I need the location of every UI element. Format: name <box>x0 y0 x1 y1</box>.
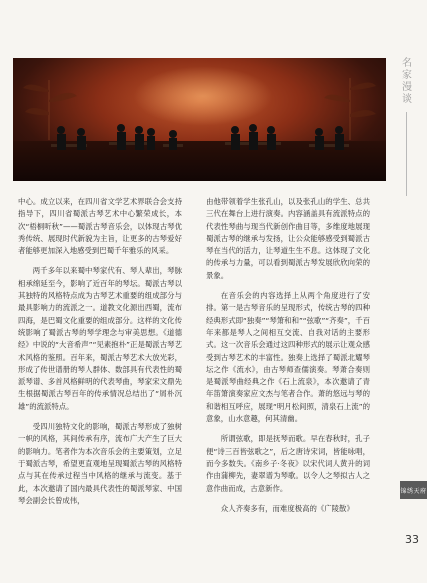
performers-silhouettes <box>13 58 386 181</box>
concert-photo <box>13 58 386 181</box>
paragraph: 中心。成立以来，在四川省文学艺术界联合会支持指导下，四川省蜀派古琴艺术中心繁荣成长，本次“梧桐听秋”——蜀派古琴音乐会，以体现古琴优秀传统、展现时代新貌为主旨，让更多的古琴爱好者能够更加深入地感受到巴蜀千年雅乐的风采。 <box>18 197 182 256</box>
text-column-left <box>18 196 182 507</box>
section-title-vertical: 名家漫谈 <box>402 58 412 105</box>
paragraph: 两千多年以来蜀中琴家代有、琴人辈出，琴脉相承绵延至今，影响了近百年的琴坛。蜀派古琴以其独特的风格特点成为古琴艺术重要的组成部分与最具影响力的流派之一。道教文化源出西蜀，流布四海，是巴蜀文化重要的组成部分。这样的文化传统影响了蜀派古琴的琴学理念与审美思想。《道德经》中说的“大音希声”“见素抱朴”正是蜀派古琴艺术风格的鉴照。百年来，蜀派古琴艺术大放光彩，形成了传世谱册的琴人群体、数部具有代表性的蜀派琴谱、多首风格鲜明的代表琴曲，琴家宋文鼎先生根据蜀派古琴百年的传承情况总结出了“屑朴沉雄”的流派特点。 <box>18 266 182 411</box>
page-number: 33 <box>405 533 419 546</box>
paragraph: 由他带领着学生张孔山，以及张孔山的学生、总共三代在舞台上进行演奏。内容涵盖具有流派特点的代表性琴曲与现当代新创作曲目等，多维度地展现蜀派古琴的继承与发扬，让公众能够感受到蜀派古琴在当代的活力，让琴道生生不息。这体现了文化的传承与力量，可以看到蜀派古琴发展欣欣向荣的景象。 <box>206 197 370 280</box>
paragraph: 所谓弦歌，即是抚琴而歌。早在春秋时，孔子便“诗三百皆弦歌之”，后之唐诗宋词，皆能咏唱，而今多数失。《南乡子·冬夜》以宋代词人黄升的词作由蒲柳先，妻翠谱为琴歌。以令人之琴拟古人之意作曲而成，古意新作。 <box>206 434 370 493</box>
paragraph: 众人齐奏多有，而难度极高的《广陵散》 <box>220 503 354 513</box>
text-column-right <box>206 196 370 515</box>
side-divider-line <box>406 112 407 196</box>
paragraph: 受四川独特文化的影响，蜀派古琴形成了独树一帜的风格，其间传承有序，流布广大产生了巨大的影响力。笔者作为本次音乐会的主要策划，立足于蜀派古琴，希望更直观地呈现蜀派古琴的风格特点与其在传承过程当中风格的继承与流变。基于此，本次邀请了国内最具代表性的蜀派琴家、中国琴会副会长曾成伟， <box>18 422 182 505</box>
paragraph: 在音乐会的内容选择上从两个角度进行了安排。第一是古琴音乐的呈现形式，传统古琴的四种经典形式即“独奏”“琴箫和和”“弦歌”“齐奏”，千百年来都是琴人之间相互交流、自我对话的主要形式。这一次音乐会通过这四种形式的展示让观众感受到古琴艺术的丰富性。独奏上选择了蜀派北耀琴坛之作《流水》，由古琴师查儒演奏。琴萧合奏则是蜀派琴曲经典之作《石上流泉》，本次邀请了青年笛箫演奏家应文杰与笔者合作。萧的悠远与琴的和谐相互呼应，展现“明月松间照，清泉石上流”的意象，山水意趣，何其清幽。 <box>206 291 370 424</box>
section-tab-label: 锦绣天府 <box>400 481 427 499</box>
